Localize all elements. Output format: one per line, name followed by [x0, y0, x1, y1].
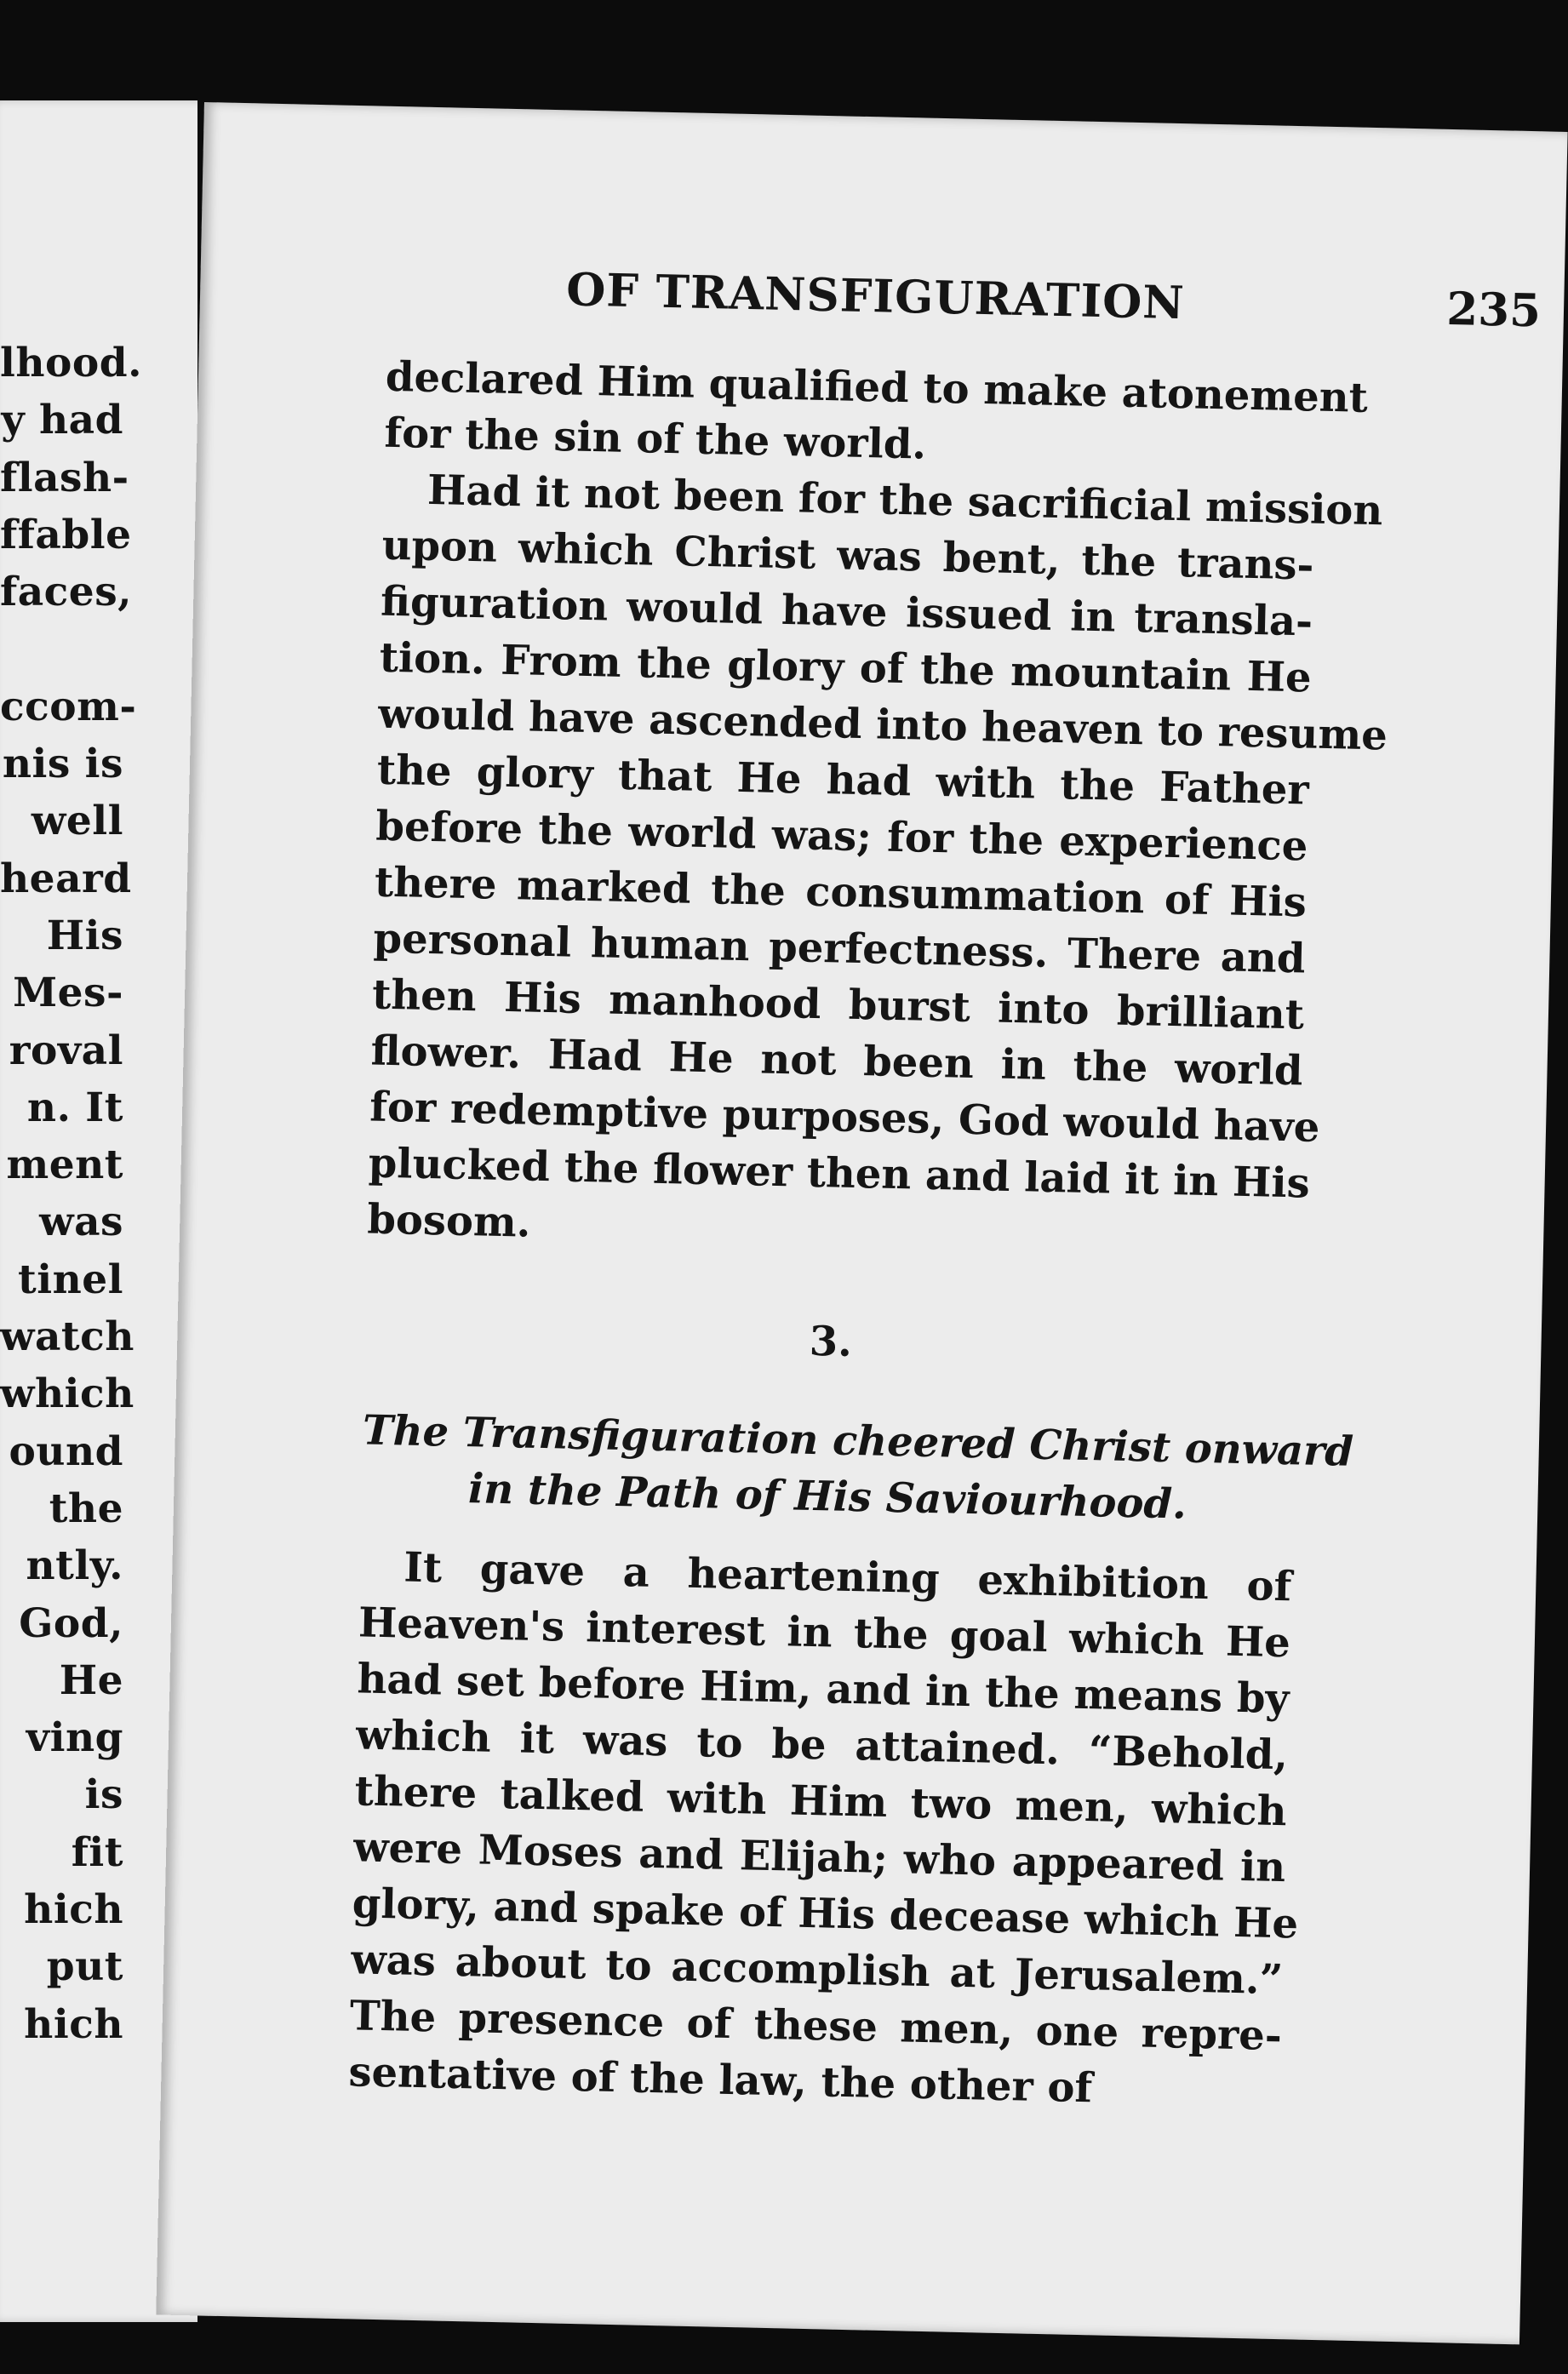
left-page-line: well [31, 798, 123, 845]
right-page [156, 102, 1567, 2344]
left-page-line: ound [9, 1427, 123, 1475]
left-page-line: ving [26, 1714, 123, 1762]
left-page-line: nis is [2, 741, 123, 788]
section-subtitle [361, 1402, 1354, 1535]
left-page-line: is [84, 1771, 123, 1819]
text-line: sentative of the law, the other of [347, 2048, 1093, 2113]
text-line: there talked with Him two men, which [354, 1767, 1288, 1836]
running-header [565, 263, 1542, 338]
text-line: in the Path of His Saviourhood. [467, 1465, 1187, 1529]
left-page-line: Mes- [13, 970, 123, 1017]
left-page-line: roval [9, 1027, 123, 1074]
left-page-line: the [49, 1484, 123, 1532]
text-line: for the sin of the world. [383, 409, 927, 469]
text-line: Had it not been for the sacrificial mission [426, 466, 1383, 535]
text-line: declared Him qualified to make atonement [385, 352, 1369, 422]
left-page-line: hich [24, 1886, 123, 1934]
text-line: Heaven's interest in the goal which He [358, 1599, 1291, 1668]
text-line: flower. Had He not been in the world [370, 1027, 1304, 1095]
paragraph-1 [383, 349, 1369, 482]
left-page-line: watch [0, 1313, 134, 1361]
left-page-line: fit [71, 1828, 123, 1876]
left-page-line: put [46, 1943, 123, 1991]
text-line: had set before Him, and in the means by [357, 1655, 1290, 1724]
text-line: The Transfiguration cheered Christ onward [362, 1406, 1354, 1476]
text-line: upon which Christ was bent, the trans- [381, 521, 1315, 590]
left-page-line: ffable [0, 511, 132, 558]
text-line: bosom. [366, 1195, 532, 1247]
running-title: OF TRANSFIGURATION [565, 263, 1186, 330]
text-line: It gave a heartening exhibition of [403, 1543, 1292, 1611]
left-page-line: His [46, 912, 123, 959]
left-page-line: ntly. [26, 1542, 123, 1590]
left-page-line: was [39, 1198, 123, 1246]
left-page-line: hich [24, 2000, 123, 2048]
text-line: before the world was; for the experience [375, 802, 1308, 871]
page-number: 235 [1445, 282, 1542, 338]
text-line: which it was to be attained. “Behold, [355, 1711, 1289, 1780]
paragraph-2 [366, 461, 1388, 1268]
left-page-line: ment [6, 1141, 123, 1189]
text-line: there marked the consummation of His [374, 858, 1308, 927]
left-page-line: faces, [0, 569, 133, 616]
text-line: The presence of these men, one repre- [349, 1992, 1283, 2061]
text-line: would have ascended into heaven to resume [377, 689, 1388, 760]
left-page-line: which [0, 1370, 134, 1418]
left-page-line: God, [19, 1599, 123, 1647]
page-body [347, 349, 1388, 2120]
paragraph-3 [347, 1538, 1299, 2120]
text-line: for redemptive purposes, God would have [369, 1083, 1320, 1152]
left-page-line: heard [0, 855, 132, 902]
left-page-line: y had [1, 397, 123, 444]
left-page-text [0, 335, 142, 2053]
text-line: tion. From the glory of the mountain He [379, 633, 1313, 702]
text-line: plucked the flower then and laid it in His [368, 1139, 1311, 1208]
text-line: personal human perfectness. There and [373, 914, 1306, 983]
text-line: then His manhood burst into brilliant [371, 970, 1305, 1039]
text-line: were Moses and Elijah; who appeared in [352, 1823, 1286, 1892]
text-line: was about to accomplish at Jerusalem.” [350, 1936, 1284, 2005]
left-page-line: flash- [0, 454, 129, 501]
section-number: 3. [809, 1317, 853, 1366]
left-page-line: n. It [26, 1084, 123, 1131]
left-page-line: tinel [18, 1256, 123, 1303]
text-line: figuration would have issued in transla- [380, 577, 1313, 646]
left-page-line: ccom- [0, 683, 137, 730]
left-page-line [0, 621, 123, 678]
text-line: the glory that He had with the Father [376, 746, 1310, 815]
text-line: glory, and spake of His decease which He [352, 1879, 1299, 1948]
left-page-line: He [59, 1656, 123, 1704]
left-page-line: lhood. [0, 340, 142, 386]
